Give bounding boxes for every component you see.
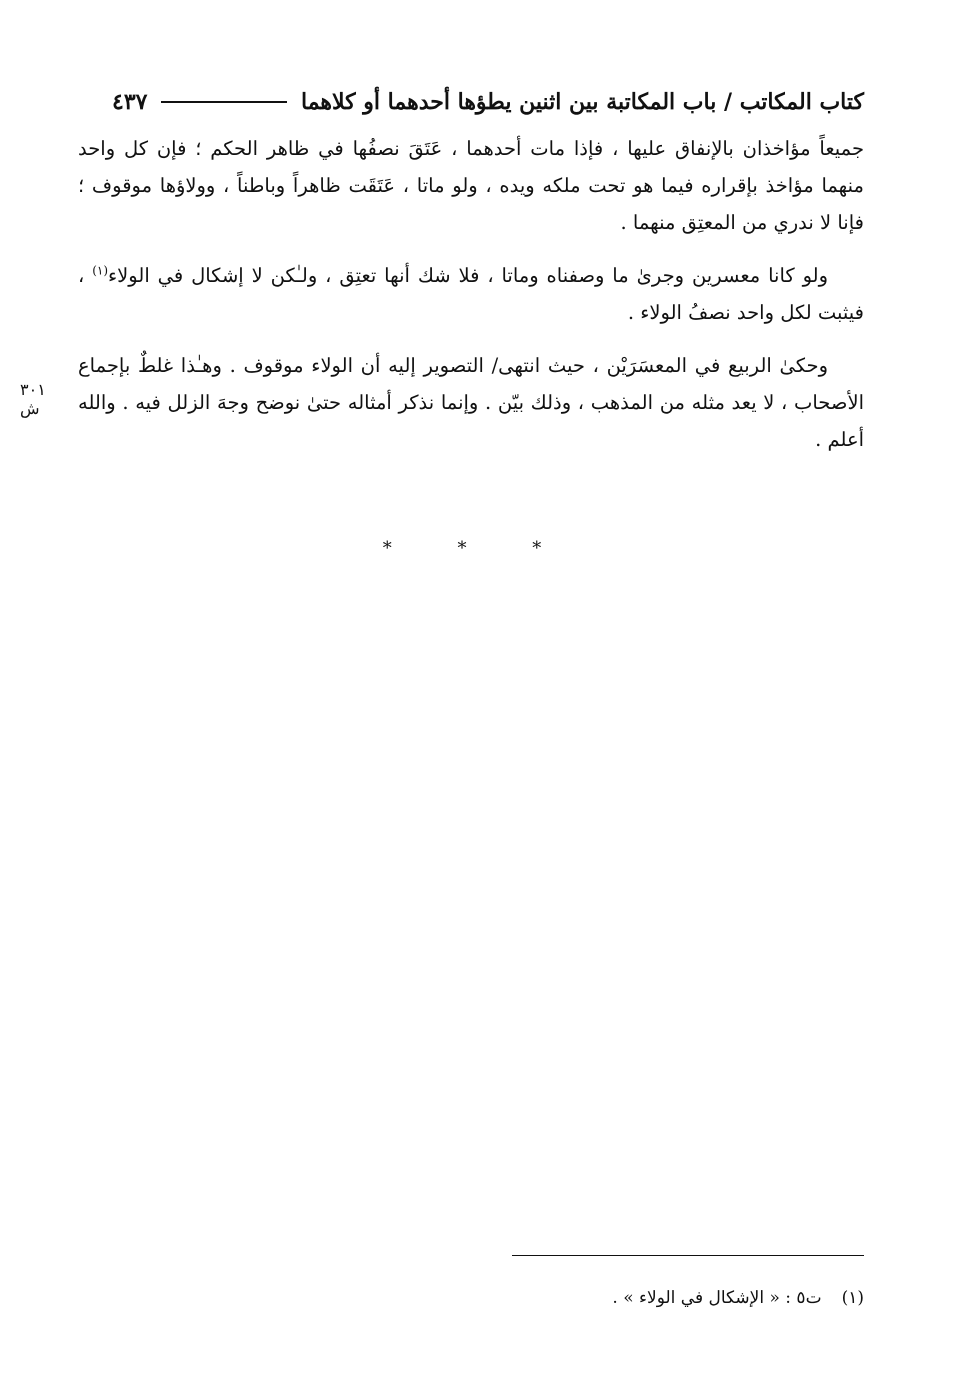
page-number: ٤٣٧	[112, 89, 148, 115]
paragraph-1: جميعاً مؤاخذان بالإنفاق عليها ، فإذا مات أحدهما ، عَتَقَ نصفُها في ظاهر الحكم ؛ فإن كل واحد منهما مؤاخذ بإقراره فيما هو تحت ملكه ويده ، ولو ماتا ، عَتَقَت ظاهراً وباطناً ، وولاؤها موقوف ؛ فإنا لا ندري من المعتِق منهما .	[78, 137, 864, 234]
paragraph-2-text-before-note: ولو كانا معسرين وجرىٰ ما وصفناه وماتا ، فلا شك أنها تعتِق ، ولـٰكن لا إشكال في الولاء	[108, 264, 829, 287]
margin-note: ٣٠١ ش	[20, 380, 46, 418]
paragraph-2	[78, 257, 864, 331]
body-text	[78, 130, 864, 474]
section-divider: * * *	[382, 538, 572, 559]
footnote-text: ت٥ : « الإشكال في الولاء » .	[612, 1288, 822, 1308]
footnote-reference: (١)	[92, 263, 109, 278]
running-title: كتاب المكاتب / باب المكاتبة بين اثنين يطؤها أحدهما أو كلاهما	[301, 89, 864, 115]
header-rule	[161, 101, 287, 103]
footnote	[300, 1284, 864, 1312]
footnote-rule	[512, 1255, 864, 1256]
footnote-number: (١)	[841, 1288, 864, 1308]
paragraph-3: وحكىٰ الربيع في المعسَرَيْن ، حيث انتهى/ التصوير إليه أن الولاء موقوف . وهـٰذا غلطٌ بإجماع الأصحاب ، لا يعد مثله من المذهب ، وذلك بيّن . وإنما نذكر أمثاله حتىٰ نوضح وجهَ الزلل فيه . والله أعلم .	[78, 354, 864, 451]
page-header	[112, 82, 864, 122]
paragraph-2-text-after-note: ، فيثبت لكل واحد نصفُ الولاء .	[78, 264, 864, 324]
